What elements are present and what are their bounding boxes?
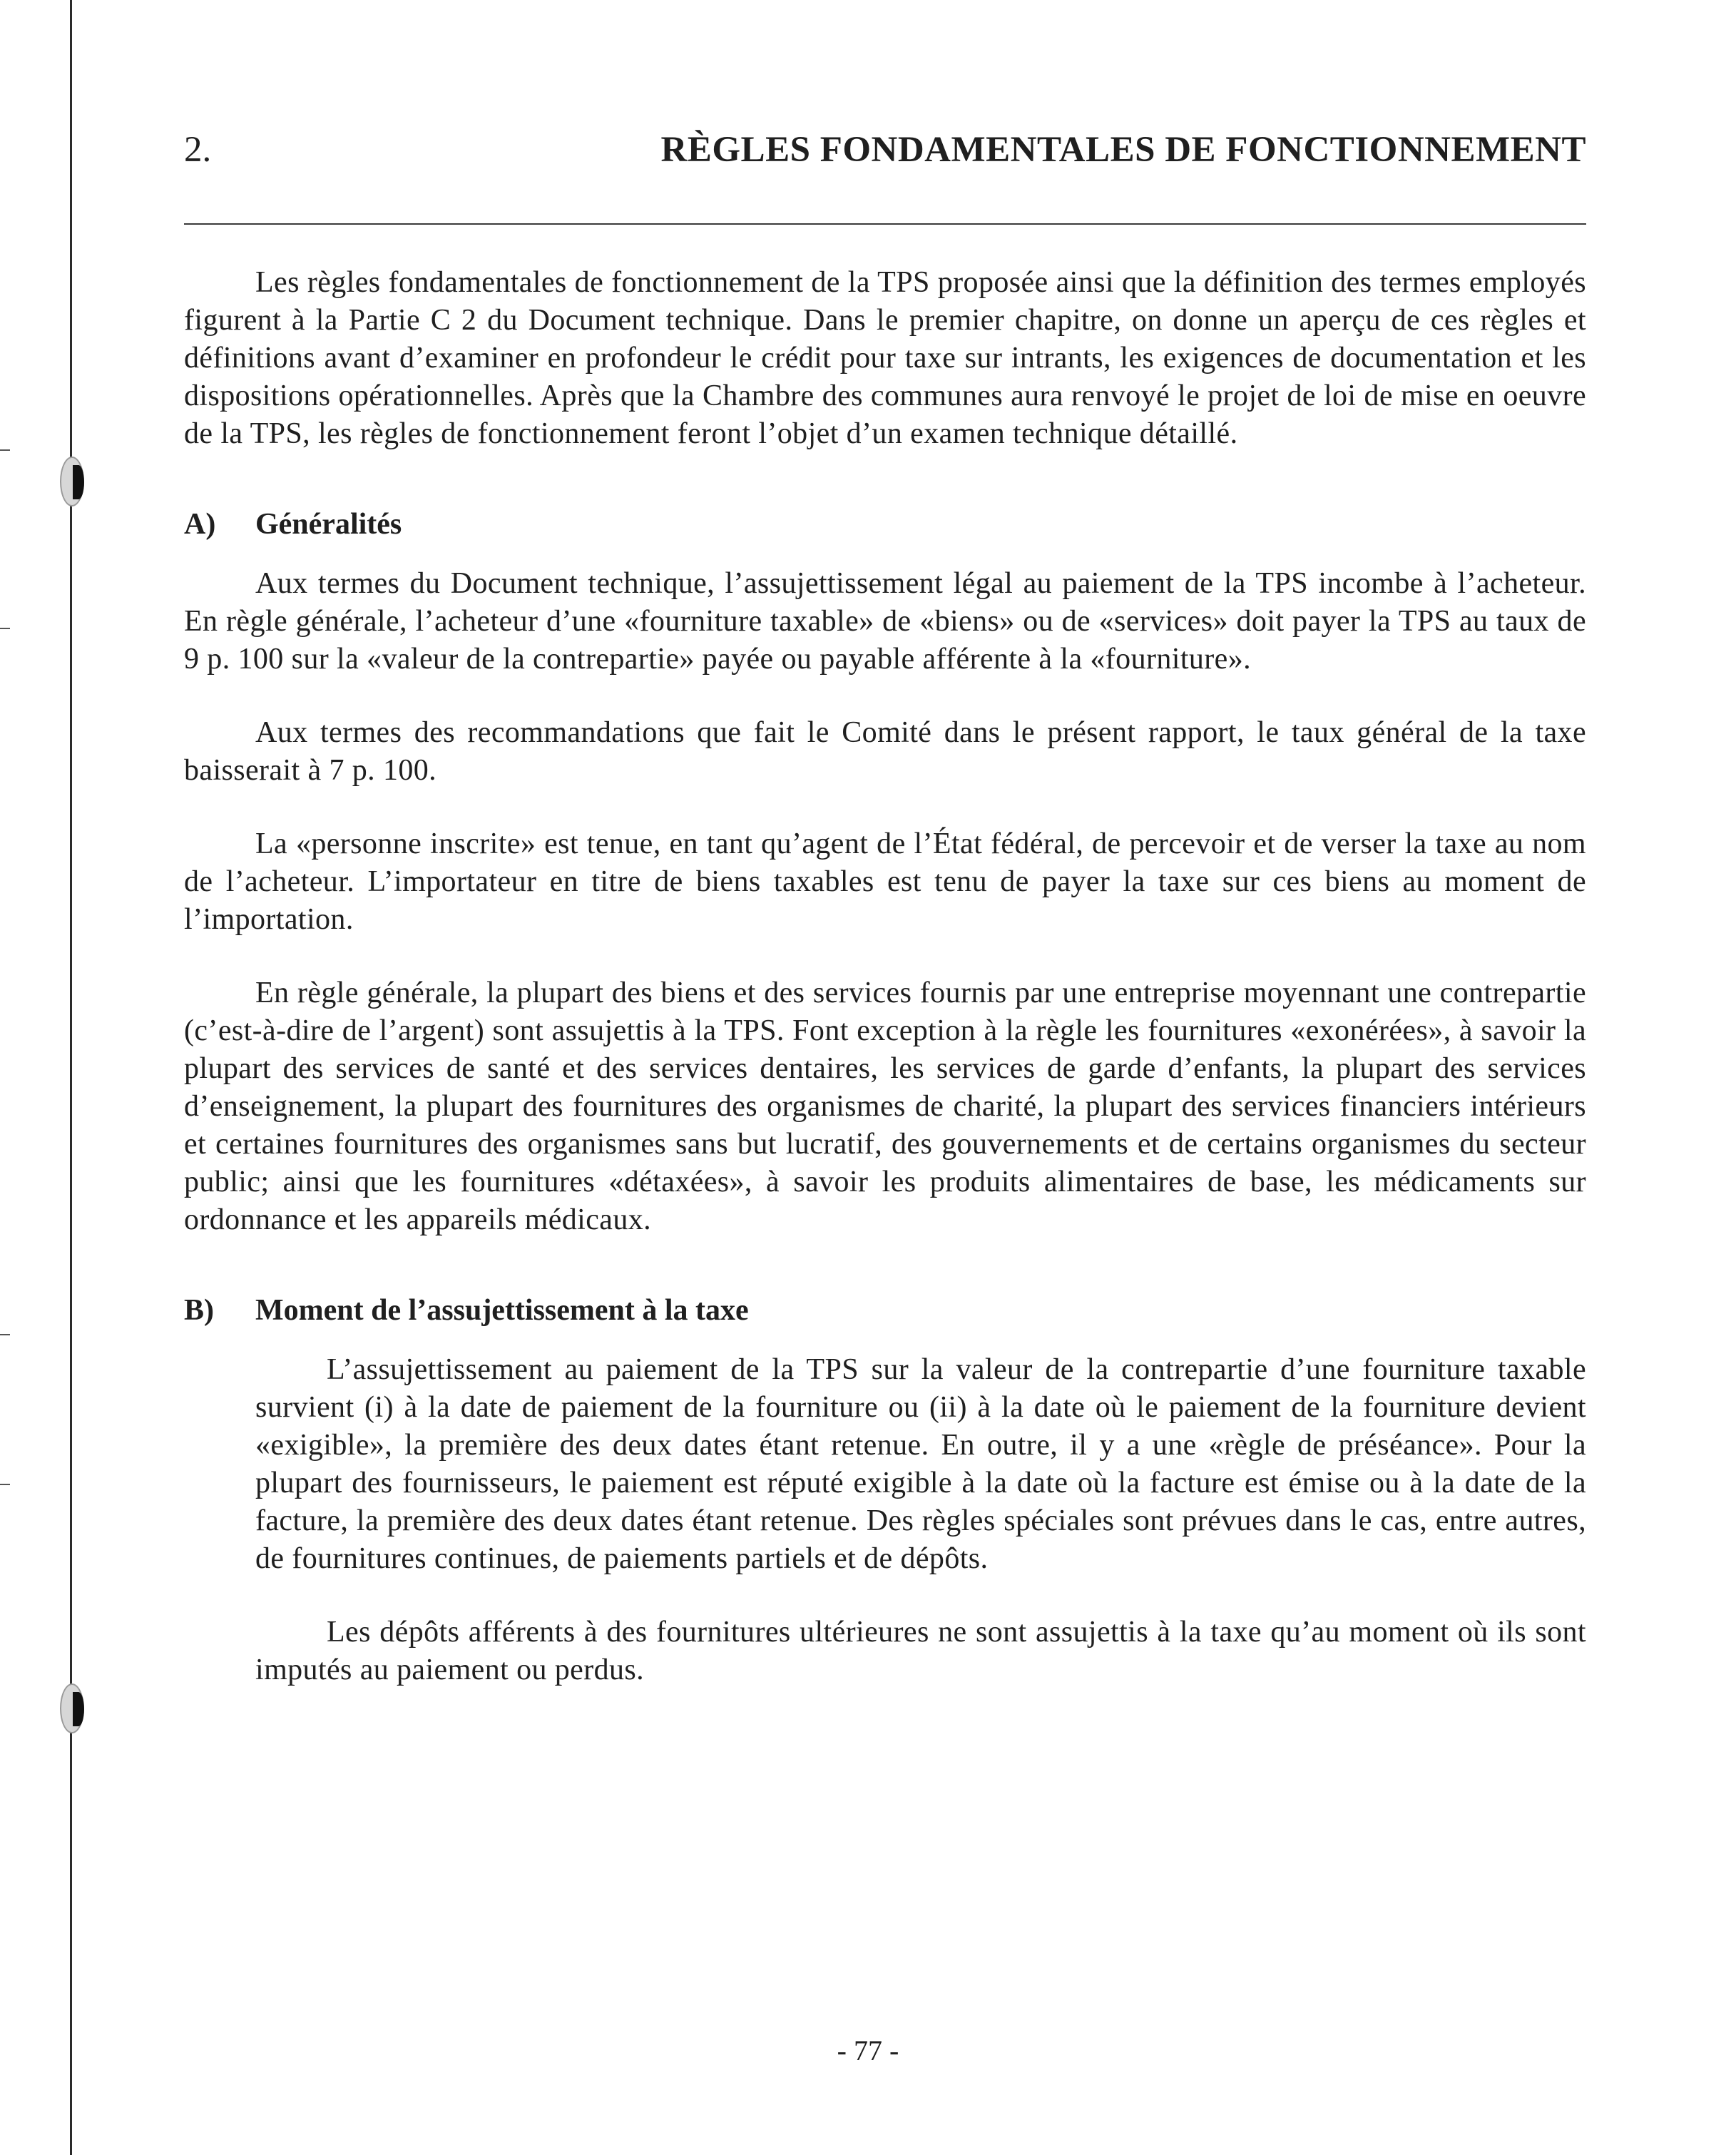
section-a-heading [184,506,1586,544]
document-body [184,264,1586,1725]
header-divider [184,223,1586,225]
section-a-paragraph: En règle générale, la plupart des biens et des services fournis par une entreprise moyennant une contrepartie (c’est-à-dire de l’argent) sont assujettis à la TPS. Font exception à la règle les fournitures «exonérées», à savoir la plupart des services de santé et des services dentaires, les services de garde d’enfants, la plupart des services d’enseignement, la plupart des fournitures des organismes de charité, la plupart des services financiers intérieurs et certaines fournitures des organismes sans but lucratif, des gouvernements et de certains organismes du secteur public; ainsi que les fournitures «détaxées», à savoir les produits alimentaires de base, les médicaments sur ordonnance et les appareils médicaux. [184,977,1586,1236]
binding-tick-mark [0,1484,10,1485]
intro-paragraph: Les règles fondamentales de fonctionnement de la TPS proposée ainsi que la définition des termes employés figurent à la Partie C 2 du Document technique. Dans le premier chapitre, on donne un aperçu de ces règles et définitions avant d’examiner en profondeur le crédit pour taxe sur intrants, les exigences de documentation et les dispositions opérationnelles. Après que la Chambre des communes aura renvoyé le projet de loi de mise en oeuvre de la TPS, les règles de fonctionnement feront l’objet d’un examen technique détaillé. [184,266,1586,450]
binding-margin-line [70,0,72,2155]
section-b-title: Moment de l’assujettissement à la taxe [255,1294,749,1327]
binding-tick-mark [0,628,10,629]
punch-hole-icon [60,457,84,506]
section-number: 2. [184,130,212,170]
section-b-letter: B) [184,1294,214,1327]
page-title: RÈGLES FONDAMENTALES DE FONCTIONNEMENT [660,130,1586,170]
section-b-paragraph: Les dépôts afférents à des fournitures ultérieures ne sont assujettis à la taxe qu’au moment où ils sont imputés au paiement ou perdus. [255,1616,1586,1686]
section-a-paragraph: La «personne inscrite» est tenue, en tant qu’agent de l’État fédéral, de percevoir et de verser la taxe au nom de l’acheteur. L’importateur en titre de biens taxables est tenu de payer la taxe sur ces biens au moment de l’importation. [184,827,1586,936]
section-b-paragraph: L’assujettissement au paiement de la TPS sur la valeur de la contrepartie d’une fourniture taxable survient (i) à la date de paiement de la fourniture ou (ii) à la date où le paiement de la fourniture devient «exigible», la première des deux dates étant retenue. En outre, il y a une «règle de préséance». Pour la plupart des fournisseurs, le paiement est réputé exigible à la date où la facture est émise ou à la date de la facture, la première des deux dates étant retenue. Des règles spéciales sont prévues dans le cas, entre autres, de fournitures continues, de paiements partiels et de dépôts. [255,1353,1586,1575]
section-b-heading [184,1292,1586,1330]
binding-tick-mark [0,449,10,451]
page-number: - 77 - [837,2034,899,2067]
section-b-body [255,1351,1586,1689]
section-a-paragraph: Aux termes du Document technique, l’assujettissement légal au paiement de la TPS incombe à l’acheteur. En règle générale, l’acheteur d’une «fourniture taxable» de «biens» ou de «services» doit payer la TPS au taux de 9 p. 100 sur la «valeur de la contrepartie» payée ou payable afférente à la «fourniture». [184,567,1586,676]
section-a-title: Généralités [255,508,402,541]
binding-tick-mark [0,1334,10,1335]
punch-hole-icon [60,1683,84,1733]
section-a-paragraph: Aux termes des recommandations que fait le Comité dans le présent rapport, le taux général de la taxe baisserait à 7 p. 100. [184,716,1586,787]
section-a-letter: A) [184,508,216,541]
page-header [184,121,1586,178]
